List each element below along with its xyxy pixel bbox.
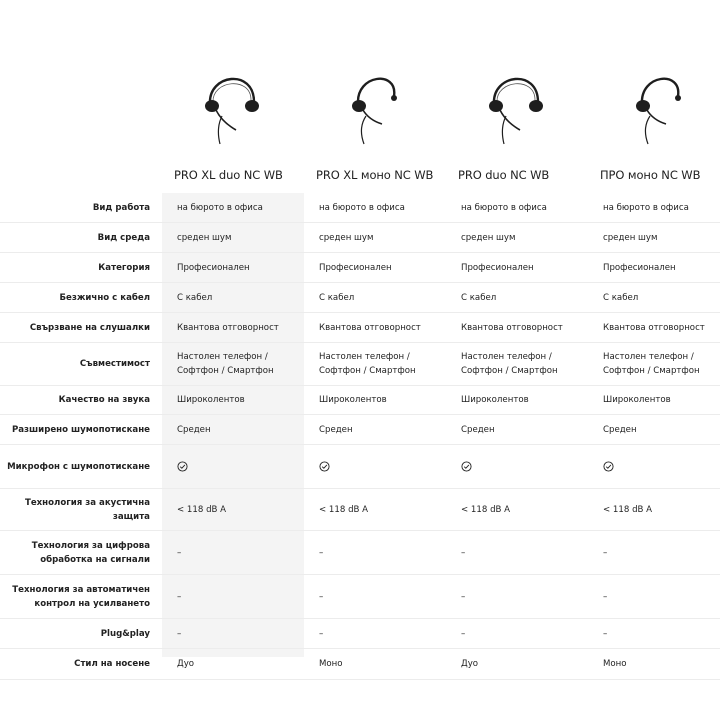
row-label: Стил на носене	[74, 659, 150, 669]
table-cell	[588, 445, 720, 488]
table-cell: С кабел	[461, 292, 497, 303]
table-cell: С кабел	[319, 292, 355, 303]
table-body	[0, 193, 720, 680]
row-label: Вид работа	[92, 202, 150, 213]
table-cell: среден шум	[603, 232, 658, 243]
table-cell: Настолен телефон / Софтфон / Смартфон	[319, 352, 416, 376]
table-cell	[446, 445, 588, 488]
check-circle-icon	[319, 461, 330, 472]
table-row	[0, 649, 720, 680]
row-label: Безжично с кабел	[59, 292, 150, 303]
table-row	[0, 223, 720, 253]
row-label: Качество на звука	[58, 395, 150, 405]
check-circle-icon	[461, 461, 472, 472]
product-name: PRO XL duo NC WB	[174, 168, 283, 182]
table-cell: среден шум	[461, 232, 516, 243]
table-cell: Професионален	[461, 262, 534, 273]
table-cell: С кабел	[603, 292, 639, 303]
table-cell: Широколентов	[177, 395, 245, 405]
row-label: Технология за цифрова обработка на сигнали	[31, 540, 150, 565]
table-cell: –	[603, 591, 608, 602]
row-label: Категория	[98, 262, 150, 273]
table-row	[0, 283, 720, 313]
table-header	[0, 0, 720, 193]
table-cell: среден шум	[319, 232, 374, 243]
table-cell: –	[319, 591, 324, 602]
table-cell: Настолен телефон / Софтфон / Смартфон	[177, 352, 274, 376]
table-cell: –	[603, 547, 608, 558]
table-row	[0, 531, 720, 575]
table-row	[0, 313, 720, 343]
table-cell: С кабел	[177, 292, 213, 303]
row-label: Свързване на слушалки	[29, 322, 150, 333]
table-cell: Широколентов	[319, 395, 387, 405]
row-label: Съвместимост	[79, 359, 150, 369]
table-row	[0, 619, 720, 649]
table-cell: –	[177, 591, 182, 602]
table-cell: < 118 dB A	[603, 504, 653, 515]
table-cell: Дуо	[461, 659, 479, 669]
table-cell: Широколентов	[603, 395, 671, 405]
product-name: PRO XL моно NC WB	[316, 168, 434, 182]
table-row	[0, 489, 720, 531]
table-row	[0, 253, 720, 283]
table-cell: < 118 dB A	[319, 504, 369, 515]
table-cell: Професионален	[177, 262, 250, 273]
table-row	[0, 415, 720, 445]
table-cell: Среден	[177, 424, 211, 435]
row-label: Микрофон с шумопотискане	[7, 461, 150, 472]
product-name: PRO duo NC WB	[458, 168, 550, 182]
table-cell: Настолен телефон / Софтфон / Смартфон	[603, 352, 700, 376]
table-cell: Настолен телефон / Софтфон / Смартфон	[461, 352, 558, 376]
table-cell: –	[319, 547, 324, 558]
check-circle-icon	[603, 461, 614, 472]
table-cell: Професионален	[603, 262, 676, 273]
table-cell: на бюрото в офиса	[177, 202, 263, 213]
table-row	[0, 193, 720, 223]
row-label: Вид среда	[97, 232, 150, 243]
table-cell: Квантова отговорност	[177, 322, 279, 333]
row-label: Технология за автоматичен контрол на усилването	[12, 584, 150, 609]
table-cell: на бюрото в офиса	[461, 202, 547, 213]
table-cell: Моно	[603, 659, 627, 669]
product-column-4	[588, 0, 720, 193]
table-cell: –	[319, 628, 324, 639]
table-cell: < 118 dB A	[177, 504, 227, 515]
table-cell	[304, 445, 446, 488]
table-cell: Среден	[319, 424, 353, 435]
product-column-2	[304, 0, 446, 193]
table-cell: < 118 dB A	[461, 504, 511, 515]
check-circle-icon	[177, 461, 188, 472]
table-cell: –	[177, 628, 182, 639]
table-row	[0, 386, 720, 415]
product-name: ПРО моно NC WB	[600, 168, 701, 182]
table-cell: –	[461, 591, 466, 602]
table-cell: среден шум	[177, 232, 232, 243]
table-cell: Широколентов	[461, 395, 529, 405]
product-column-1	[162, 0, 304, 193]
table-cell: –	[461, 547, 466, 558]
table-row	[0, 343, 720, 386]
table-cell: Моно	[319, 659, 343, 669]
row-label: Технология за акустична защита	[24, 497, 150, 522]
table-cell: Среден	[603, 424, 637, 435]
table-cell: Квантова отговорност	[461, 322, 563, 333]
table-cell: Дуо	[177, 659, 195, 669]
table-cell: на бюрото в офиса	[319, 202, 405, 213]
table-cell: Квантова отговорност	[319, 322, 421, 333]
table-cell: на бюрото в офиса	[603, 202, 689, 213]
table-row	[0, 445, 720, 489]
table-cell: Квантова отговорност	[603, 322, 705, 333]
table-cell	[162, 445, 304, 488]
row-label: Plug&play	[100, 628, 150, 639]
table-row	[0, 575, 720, 619]
table-cell: Среден	[461, 424, 495, 435]
table-cell: Професионален	[319, 262, 392, 273]
table-cell: –	[461, 628, 466, 639]
row-label: Разширено шумопотискане	[11, 424, 150, 435]
product-column-3	[446, 0, 588, 193]
table-cell: –	[177, 547, 182, 558]
table-cell: –	[603, 628, 608, 639]
